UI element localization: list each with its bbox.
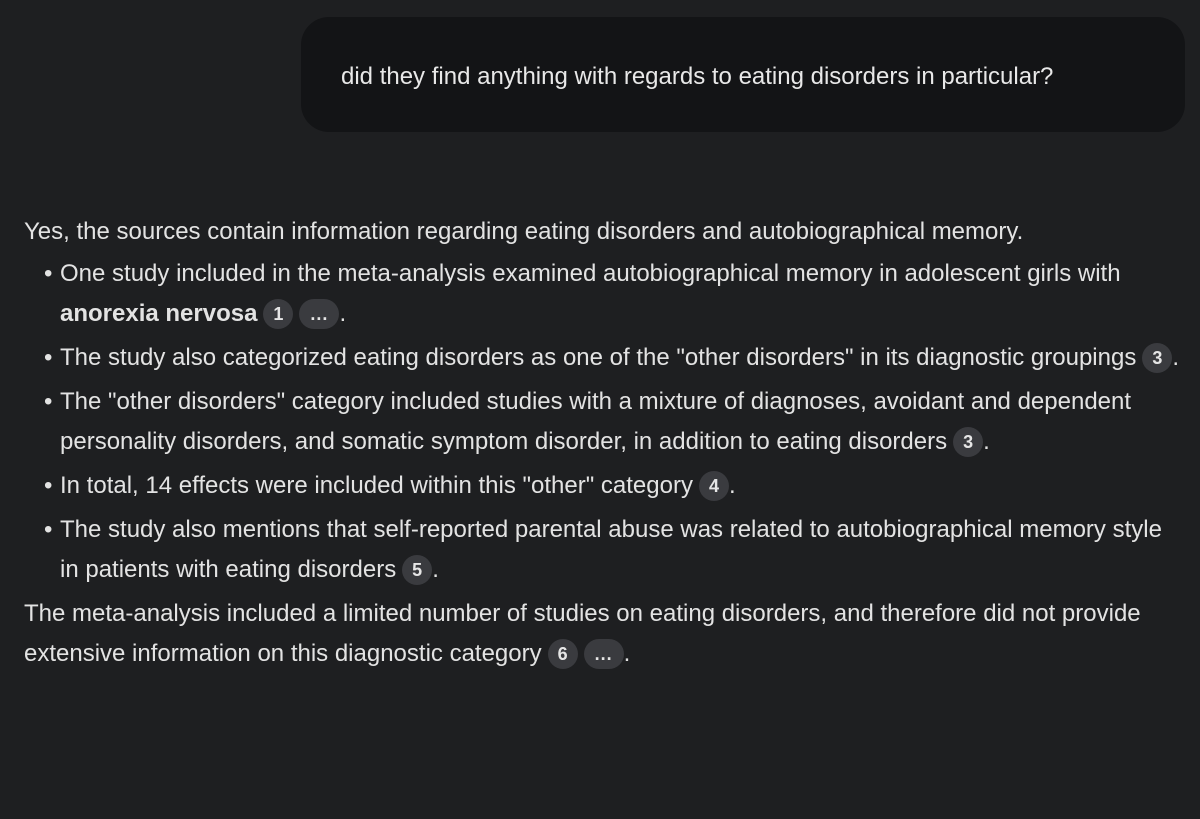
citation-chip[interactable]: 3 <box>953 427 983 457</box>
user-message-bubble <box>301 17 1185 132</box>
citation-chip[interactable]: 5 <box>402 555 432 585</box>
list-item <box>44 382 1184 462</box>
bullet-marker: • <box>44 344 53 371</box>
citation-chip[interactable]: 1 <box>263 299 293 329</box>
citation-chip[interactable]: 4 <box>699 471 729 501</box>
user-message-text: did they find anything with regards to eating disorders in particular? <box>341 63 1054 90</box>
bullet-marker: • <box>44 388 53 415</box>
response-bullet-list <box>24 254 1184 590</box>
bullet-marker: • <box>44 516 53 543</box>
bullet-text: In total, 14 effects were included within this "other" category <box>60 472 693 499</box>
conclusion-text: The meta-analysis included a limited number of studies on eating disorders, and therefore did not provide extensive information on this diagnostic category <box>24 600 1141 667</box>
citation-more-chip[interactable]: ... <box>584 639 624 669</box>
citation-more-chip[interactable]: ... <box>299 299 339 329</box>
citation-chip[interactable]: 3 <box>1142 343 1172 373</box>
bullet-end: . <box>1172 344 1179 371</box>
bullet-end: . <box>983 428 990 455</box>
list-item <box>44 338 1184 378</box>
bullet-end: . <box>339 300 347 327</box>
bullet-text: The study also mentions that self-reported parental abuse was related to autobiographical memory style in patients with eating disorders <box>60 516 1162 583</box>
list-item <box>44 466 1184 506</box>
bullet-marker: • <box>44 472 53 499</box>
assistant-response <box>24 212 1184 674</box>
bullet-text: The "other disorders" category included studies with a mixture of diagnoses, avoidant and dependent personality disorders, and somatic symptom disorder, in addition to eating disorders <box>60 388 1132 455</box>
conclusion-end: . <box>623 640 631 667</box>
bullet-end: . <box>728 472 736 499</box>
list-item <box>44 254 1184 334</box>
bullet-text: The study also categorized eating disorders as one of the "other disorders" in its diagnostic groupings <box>60 344 1137 371</box>
bullet-end: . <box>432 556 439 583</box>
bullet-bold-text: anorexia nervosa <box>60 300 258 327</box>
bullet-marker: • <box>44 260 53 287</box>
list-item <box>44 510 1184 590</box>
response-intro: Yes, the sources contain information regarding eating disorders and autobiographical memory. <box>24 218 1024 245</box>
response-conclusion <box>24 594 1184 674</box>
citation-chip[interactable]: 6 <box>548 639 578 669</box>
bullet-text: One study included in the meta-analysis examined autobiographical memory in adolescent girls with <box>60 260 1121 287</box>
